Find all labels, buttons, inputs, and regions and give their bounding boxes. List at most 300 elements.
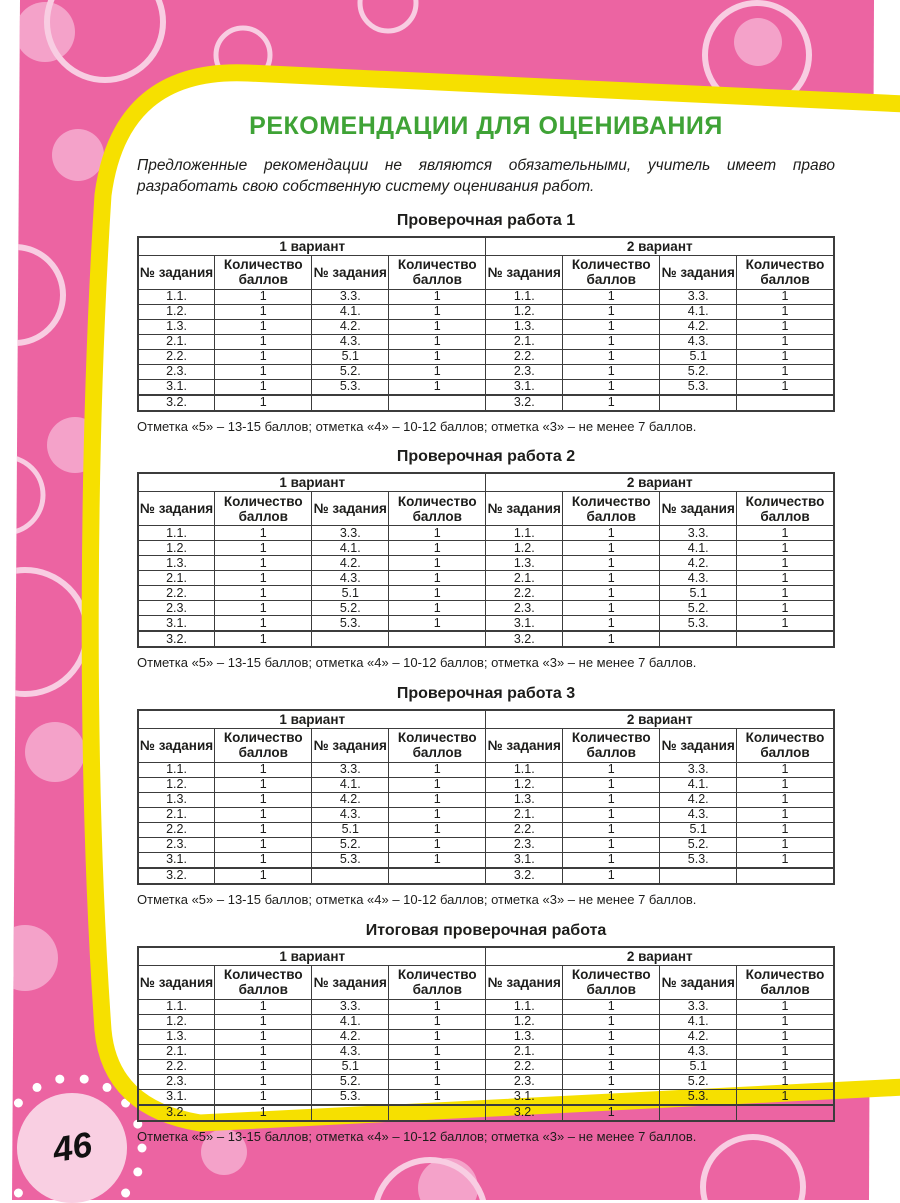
work-section [137, 685, 835, 908]
score-cell: 1.1. [486, 526, 563, 541]
score-cell: 5.3. [312, 379, 389, 395]
table-row [138, 1074, 834, 1089]
score-cell: 1 [389, 1044, 486, 1059]
score-cell: 1 [215, 1044, 312, 1059]
score-cell: 1 [563, 1089, 660, 1105]
section-title: Проверочная работа 2 [396, 448, 576, 466]
score-cell: 1 [737, 526, 835, 541]
score-cell: 1 [737, 1059, 835, 1074]
score-cell: 1 [215, 571, 312, 586]
table-row [138, 289, 834, 304]
score-cell: 4.1. [660, 304, 737, 319]
score-cell: 1 [563, 289, 660, 304]
score-cell: 1 [215, 395, 312, 411]
score-cell: 1 [215, 601, 312, 616]
grading-note: Отметка «5» – 13-15 баллов; отметка «4» – 10-12 баллов; отметка «3» – не менее 7 баллов. [137, 655, 697, 671]
score-cell: 1.3. [486, 792, 563, 807]
score-cell [312, 1105, 389, 1121]
table-row [138, 304, 834, 319]
score-cell: 1 [215, 586, 312, 601]
score-cell: 2.2. [138, 349, 215, 364]
table-row [138, 541, 834, 556]
score-cell: 3.3. [660, 999, 737, 1014]
score-cell: 2.3. [486, 837, 563, 852]
score-cell: 1.3. [486, 1029, 563, 1044]
table-row [138, 1014, 834, 1029]
column-header: № задания [486, 965, 563, 999]
score-cell: 3.2. [138, 631, 215, 647]
score-cell: 5.3. [312, 852, 389, 868]
column-header: № задания [486, 728, 563, 762]
variant-header: 2 вариант [486, 237, 834, 256]
score-cell [389, 1105, 486, 1121]
variant-header-row [138, 473, 834, 492]
score-cell: 3.2. [138, 1105, 215, 1121]
score-cell: 1 [563, 631, 660, 647]
column-header: № задания [312, 255, 389, 289]
score-table [137, 472, 835, 648]
column-header: № задания [138, 255, 215, 289]
score-cell: 1 [215, 334, 312, 349]
score-cell: 5.2. [660, 837, 737, 852]
column-header-row [138, 965, 834, 999]
score-cell: 1 [389, 289, 486, 304]
score-cell: 1 [215, 304, 312, 319]
column-header: № задания [486, 492, 563, 526]
score-cell: 4.1. [312, 541, 389, 556]
work-section [137, 212, 835, 435]
table-row [138, 1059, 834, 1074]
page-number: 46 [49, 1124, 95, 1171]
score-cell: 3.1. [486, 1089, 563, 1105]
column-header: № задания [660, 728, 737, 762]
score-cell: 1 [737, 319, 835, 334]
score-cell: 1 [215, 616, 312, 632]
score-cell: 1.3. [138, 319, 215, 334]
table-row [138, 586, 834, 601]
score-cell: 1 [215, 1059, 312, 1074]
score-cell: 1 [215, 999, 312, 1014]
score-cell: 1 [389, 556, 486, 571]
score-cell: 1 [215, 631, 312, 647]
score-cell: 4.2. [660, 1029, 737, 1044]
section-title: Проверочная работа 1 [396, 211, 576, 229]
score-cell [737, 631, 835, 647]
score-cell: 1 [563, 1059, 660, 1074]
score-cell: 1 [737, 364, 835, 379]
variant-header: 2 вариант [486, 473, 834, 492]
score-cell: 3.3. [312, 762, 389, 777]
column-header: Количество баллов [215, 728, 312, 762]
score-cell: 4.1. [660, 541, 737, 556]
score-cell: 1.1. [138, 762, 215, 777]
score-cell: 1 [563, 762, 660, 777]
score-cell: 1 [737, 556, 835, 571]
score-cell: 1 [737, 792, 835, 807]
score-cell: 4.3. [312, 1044, 389, 1059]
score-cell: 2.1. [138, 807, 215, 822]
column-header: Количество баллов [737, 965, 835, 999]
content-panel [137, 112, 835, 1144]
score-cell: 1 [563, 349, 660, 364]
score-cell: 4.2. [660, 792, 737, 807]
score-cell: 5.1 [312, 586, 389, 601]
score-cell: 4.1. [312, 304, 389, 319]
score-cell: 2.1. [138, 1044, 215, 1059]
column-header: Количество баллов [737, 255, 835, 289]
score-cell: 1 [737, 1044, 835, 1059]
variant-header: 1 вариант [138, 237, 486, 256]
score-cell: 5.1 [312, 1059, 389, 1074]
score-cell: 1 [563, 822, 660, 837]
score-cell: 1 [215, 1074, 312, 1089]
score-cell: 1 [215, 289, 312, 304]
score-cell: 1 [563, 1029, 660, 1044]
column-header: № задания [660, 492, 737, 526]
score-cell: 5.2. [312, 364, 389, 379]
score-cell: 1 [389, 319, 486, 334]
score-cell: 2.2. [486, 1059, 563, 1074]
column-header: № задания [312, 965, 389, 999]
score-cell: 1 [563, 526, 660, 541]
score-cell: 3.3. [312, 526, 389, 541]
score-cell: 1 [737, 852, 835, 868]
score-cell: 1 [215, 556, 312, 571]
score-cell: 5.1 [660, 822, 737, 837]
score-cell: 1 [389, 807, 486, 822]
score-cell: 2.2. [138, 586, 215, 601]
column-header: Количество баллов [389, 728, 486, 762]
score-cell: 1 [215, 1014, 312, 1029]
column-header: Количество баллов [563, 255, 660, 289]
score-cell: 1 [389, 616, 486, 632]
score-cell: 1.2. [138, 777, 215, 792]
column-header: Количество баллов [389, 255, 486, 289]
column-header: Количество баллов [563, 492, 660, 526]
table-row [138, 822, 834, 837]
score-cell [737, 395, 835, 411]
score-cell: 1.1. [486, 999, 563, 1014]
score-cell: 1 [389, 334, 486, 349]
badge-dot [0, 1144, 7, 1153]
score-cell: 1 [737, 586, 835, 601]
score-cell [737, 1105, 835, 1121]
decor-circle [52, 129, 104, 181]
variant-header-row [138, 947, 834, 966]
score-cell: 4.1. [312, 1014, 389, 1029]
score-cell: 5.3. [660, 852, 737, 868]
score-cell: 1 [389, 601, 486, 616]
badge-dot [55, 1075, 64, 1084]
score-cell: 5.1 [660, 1059, 737, 1074]
score-cell: 1.2. [486, 777, 563, 792]
score-cell: 1 [389, 364, 486, 379]
table-row [138, 379, 834, 395]
score-cell: 1 [737, 807, 835, 822]
score-cell: 1 [389, 777, 486, 792]
variant-header-row [138, 710, 834, 729]
score-cell: 4.2. [312, 1029, 389, 1044]
score-cell: 2.2. [138, 1059, 215, 1074]
score-table [137, 709, 835, 885]
score-cell: 1 [563, 334, 660, 349]
column-header: № задания [486, 255, 563, 289]
score-cell: 1 [215, 837, 312, 852]
score-cell: 1.1. [138, 526, 215, 541]
score-cell: 4.2. [660, 319, 737, 334]
column-header: Количество баллов [215, 255, 312, 289]
score-cell: 3.3. [660, 762, 737, 777]
score-cell [737, 868, 835, 884]
score-cell: 1 [563, 601, 660, 616]
score-cell: 5.3. [660, 379, 737, 395]
badge-dot [14, 1099, 23, 1108]
table-row [138, 762, 834, 777]
score-cell: 5.3. [312, 616, 389, 632]
score-cell: 5.2. [660, 601, 737, 616]
score-cell: 3.3. [660, 526, 737, 541]
score-cell: 1 [737, 334, 835, 349]
score-cell: 1 [563, 807, 660, 822]
score-cell: 3.1. [138, 379, 215, 395]
table-row [138, 1089, 834, 1105]
score-cell: 1 [563, 541, 660, 556]
column-header: Количество баллов [215, 492, 312, 526]
score-cell: 4.2. [660, 556, 737, 571]
score-cell: 1 [215, 349, 312, 364]
table-row [138, 792, 834, 807]
score-cell: 1.1. [486, 762, 563, 777]
score-cell [389, 868, 486, 884]
score-cell: 1 [737, 289, 835, 304]
score-cell: 1 [737, 1089, 835, 1105]
score-cell: 2.3. [486, 364, 563, 379]
score-cell: 1 [215, 319, 312, 334]
score-cell: 1 [215, 852, 312, 868]
badge-dot [80, 1075, 89, 1084]
score-cell: 2.1. [486, 571, 563, 586]
score-cell: 2.3. [138, 601, 215, 616]
score-cell: 1 [563, 852, 660, 868]
table-row [138, 556, 834, 571]
score-cell: 5.1 [660, 586, 737, 601]
score-cell: 3.1. [138, 616, 215, 632]
score-cell: 3.2. [138, 395, 215, 411]
column-header: Количество баллов [215, 965, 312, 999]
score-cell: 2.3. [138, 1074, 215, 1089]
table-row [138, 1044, 834, 1059]
score-cell: 1 [215, 526, 312, 541]
score-cell: 1 [215, 868, 312, 884]
badge-dot [121, 1189, 130, 1198]
score-cell: 1 [737, 762, 835, 777]
badge-dot [14, 1189, 23, 1198]
score-cell [312, 868, 389, 884]
score-cell: 1.1. [486, 289, 563, 304]
score-cell: 3.3. [312, 999, 389, 1014]
score-cell: 1.3. [486, 319, 563, 334]
table-row [138, 777, 834, 792]
score-cell: 1 [215, 807, 312, 822]
score-cell: 1 [389, 1089, 486, 1105]
score-cell: 4.3. [660, 571, 737, 586]
table-row [138, 631, 834, 647]
score-cell: 5.3. [660, 1089, 737, 1105]
score-cell: 1.2. [486, 541, 563, 556]
score-cell: 1 [563, 616, 660, 632]
score-cell: 5.2. [312, 1074, 389, 1089]
table-row [138, 1105, 834, 1121]
score-cell: 5.2. [660, 364, 737, 379]
score-cell: 1.3. [138, 556, 215, 571]
score-cell: 1 [215, 379, 312, 395]
grading-note: Отметка «5» – 13-15 баллов; отметка «4» – 10-12 баллов; отметка «3» – не менее 7 баллов. [137, 418, 697, 434]
variant-header: 2 вариант [486, 710, 834, 729]
score-cell: 1 [389, 379, 486, 395]
variant-header-row [138, 237, 834, 256]
grading-note: Отметка «5» – 13-15 баллов; отметка «4» – 10-12 баллов; отметка «3» – не менее 7 баллов. [137, 1128, 697, 1144]
score-cell: 2.1. [486, 334, 563, 349]
score-cell: 4.3. [312, 807, 389, 822]
score-cell: 1.2. [138, 304, 215, 319]
section-title: Итоговая проверочная работа [365, 921, 607, 939]
score-cell: 1 [737, 822, 835, 837]
table-row [138, 616, 834, 632]
score-cell: 5.3. [312, 1089, 389, 1105]
score-cell: 1 [215, 364, 312, 379]
column-header: Количество баллов [563, 965, 660, 999]
score-cell: 1 [737, 837, 835, 852]
score-cell: 5.1 [660, 349, 737, 364]
score-cell: 2.2. [486, 822, 563, 837]
column-header: № задания [138, 965, 215, 999]
column-header-row [138, 255, 834, 289]
page-title: РЕКОМЕНДАЦИИ ДЛЯ ОЦЕНИВАНИЯ [249, 112, 723, 140]
score-cell: 3.1. [486, 616, 563, 632]
score-cell: 1.2. [486, 304, 563, 319]
score-cell: 4.3. [660, 334, 737, 349]
score-cell [660, 395, 737, 411]
score-cell: 1 [737, 777, 835, 792]
variant-header: 1 вариант [138, 710, 486, 729]
score-cell: 1.2. [138, 541, 215, 556]
score-cell: 1 [389, 571, 486, 586]
score-cell [389, 395, 486, 411]
column-header-row [138, 492, 834, 526]
badge-dot [133, 1167, 142, 1176]
score-cell: 3.1. [486, 852, 563, 868]
score-cell: 1 [563, 1014, 660, 1029]
sections [137, 212, 835, 1144]
column-header: № задания [660, 255, 737, 289]
decor-circle [25, 722, 85, 782]
column-header-row [138, 728, 834, 762]
score-cell: 1 [389, 762, 486, 777]
score-cell: 1 [215, 1089, 312, 1105]
score-cell: 1 [737, 541, 835, 556]
score-cell: 4.3. [660, 807, 737, 822]
score-cell: 4.2. [312, 792, 389, 807]
score-cell: 3.3. [660, 289, 737, 304]
score-cell: 1 [563, 571, 660, 586]
page-number-badge [17, 1093, 127, 1203]
score-cell: 1 [563, 319, 660, 334]
column-header: Количество баллов [563, 728, 660, 762]
score-cell: 4.1. [660, 777, 737, 792]
score-cell: 1 [215, 777, 312, 792]
score-cell: 1 [563, 304, 660, 319]
score-cell: 1 [389, 1029, 486, 1044]
score-cell: 3.2. [486, 1105, 563, 1121]
score-cell: 1 [563, 586, 660, 601]
score-cell: 2.1. [486, 807, 563, 822]
score-cell: 3.1. [138, 852, 215, 868]
score-cell: 1 [389, 541, 486, 556]
score-cell: 1 [389, 1074, 486, 1089]
score-cell: 1 [215, 762, 312, 777]
table-row [138, 837, 834, 852]
score-cell: 1 [737, 571, 835, 586]
column-header: № задания [312, 728, 389, 762]
column-header: № задания [312, 492, 389, 526]
score-cell: 4.1. [312, 777, 389, 792]
table-row [138, 999, 834, 1014]
score-cell: 1.3. [486, 556, 563, 571]
table-row [138, 334, 834, 349]
score-cell: 5.2. [312, 837, 389, 852]
score-cell: 1 [389, 837, 486, 852]
score-cell: 1 [389, 792, 486, 807]
score-cell: 2.3. [138, 364, 215, 379]
score-cell: 1 [737, 616, 835, 632]
column-header: Количество баллов [737, 492, 835, 526]
score-cell: 3.2. [138, 868, 215, 884]
score-cell [660, 631, 737, 647]
decor-circle [734, 18, 782, 66]
score-cell: 1 [389, 349, 486, 364]
table-row [138, 852, 834, 868]
score-cell: 1 [563, 1044, 660, 1059]
score-table [137, 236, 835, 412]
score-cell [312, 395, 389, 411]
score-cell: 1 [563, 556, 660, 571]
table-row [138, 571, 834, 586]
table-row [138, 349, 834, 364]
score-cell: 1 [563, 1105, 660, 1121]
score-cell [660, 868, 737, 884]
score-cell: 3.2. [486, 868, 563, 884]
score-cell: 1.1. [138, 999, 215, 1014]
score-cell: 4.3. [312, 334, 389, 349]
score-cell: 1 [389, 852, 486, 868]
score-cell [389, 631, 486, 647]
badge-dot [2, 1120, 11, 1129]
score-cell: 1.2. [138, 1014, 215, 1029]
score-cell: 2.2. [486, 349, 563, 364]
score-cell: 1 [563, 868, 660, 884]
score-cell: 2.3. [138, 837, 215, 852]
score-cell: 3.1. [138, 1089, 215, 1105]
score-cell: 1 [215, 541, 312, 556]
score-cell: 1 [563, 777, 660, 792]
score-cell: 3.2. [486, 395, 563, 411]
score-cell: 2.1. [138, 334, 215, 349]
table-row [138, 601, 834, 616]
score-cell: 5.2. [660, 1074, 737, 1089]
column-header: № задания [138, 492, 215, 526]
column-header: Количество баллов [737, 728, 835, 762]
score-cell: 1 [215, 1105, 312, 1121]
